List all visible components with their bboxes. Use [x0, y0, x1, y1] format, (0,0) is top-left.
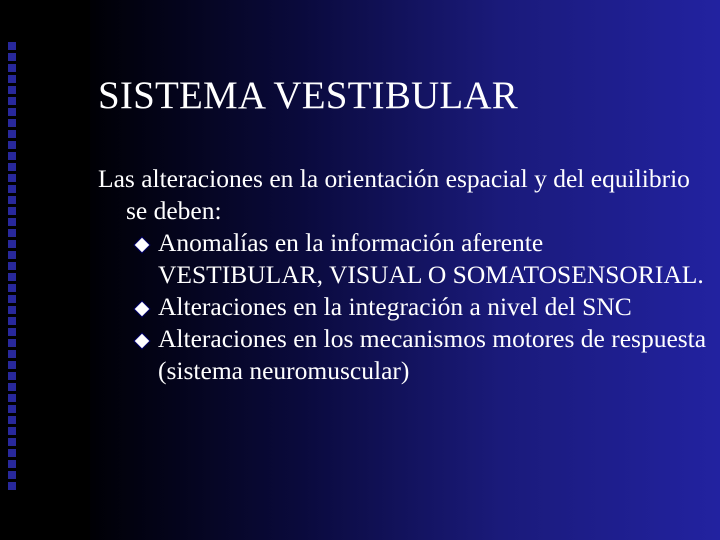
decorative-square — [8, 350, 16, 358]
decorative-square — [8, 119, 16, 127]
decorative-square — [8, 306, 16, 314]
bullet-item — [98, 323, 708, 387]
bullet-text: Alteraciones en los mecanismos motores de respuesta (sistema neuromuscular) — [158, 324, 707, 385]
decorative-square — [8, 218, 16, 226]
decorative-square — [8, 460, 16, 468]
decorative-square — [8, 262, 16, 270]
decorative-square — [8, 64, 16, 72]
decorative-square — [8, 383, 16, 391]
decorative-square — [8, 174, 16, 182]
decorative-square — [8, 196, 16, 204]
bullet-item — [98, 291, 708, 323]
diamond-bullet-icon — [133, 300, 151, 318]
bullet-text: Alteraciones en la integración a nivel del SNC — [158, 292, 632, 321]
decorative-square — [8, 284, 16, 292]
decorative-square — [8, 295, 16, 303]
decorative-square — [8, 141, 16, 149]
decorative-square — [8, 152, 16, 160]
decorative-square — [8, 86, 16, 94]
slide-body — [98, 163, 708, 387]
decorative-square — [8, 42, 16, 50]
decorative-square — [8, 53, 16, 61]
decorative-square — [8, 339, 16, 347]
decorative-square — [8, 328, 16, 336]
square-pattern-icon — [4, 42, 24, 492]
decorative-square — [8, 482, 16, 490]
bullet-text: Anomalías en la información aferente VESTIBULAR, VISUAL O SOMATOSENSORIAL. — [158, 228, 704, 289]
intro-paragraph: Las alteraciones en la orientación espacial y del equilibrio se deben: — [98, 164, 690, 225]
decorative-square — [8, 130, 16, 138]
decorative-square — [8, 185, 16, 193]
decorative-square — [8, 273, 16, 281]
diamond-bullet-icon — [133, 332, 151, 350]
decorative-square — [8, 229, 16, 237]
bullet-item — [98, 227, 708, 291]
decorative-square — [8, 317, 16, 325]
slide-title: SISTEMA VESTIBULAR — [98, 74, 519, 117]
decorative-square — [8, 251, 16, 259]
decorative-square — [8, 394, 16, 402]
decorative-square — [8, 108, 16, 116]
decorative-square — [8, 405, 16, 413]
decorative-square — [8, 163, 16, 171]
decorative-square — [8, 438, 16, 446]
diamond-bullet-icon — [133, 236, 151, 254]
decorative-square — [8, 207, 16, 215]
decorative-square — [8, 416, 16, 424]
decorative-square — [8, 240, 16, 248]
decorative-square-column — [4, 42, 24, 492]
decorative-square — [8, 471, 16, 479]
decorative-square — [8, 75, 16, 83]
decorative-square — [8, 372, 16, 380]
decorative-square — [8, 449, 16, 457]
decorative-square — [8, 427, 16, 435]
decorative-square — [8, 361, 16, 369]
decorative-square — [8, 97, 16, 105]
